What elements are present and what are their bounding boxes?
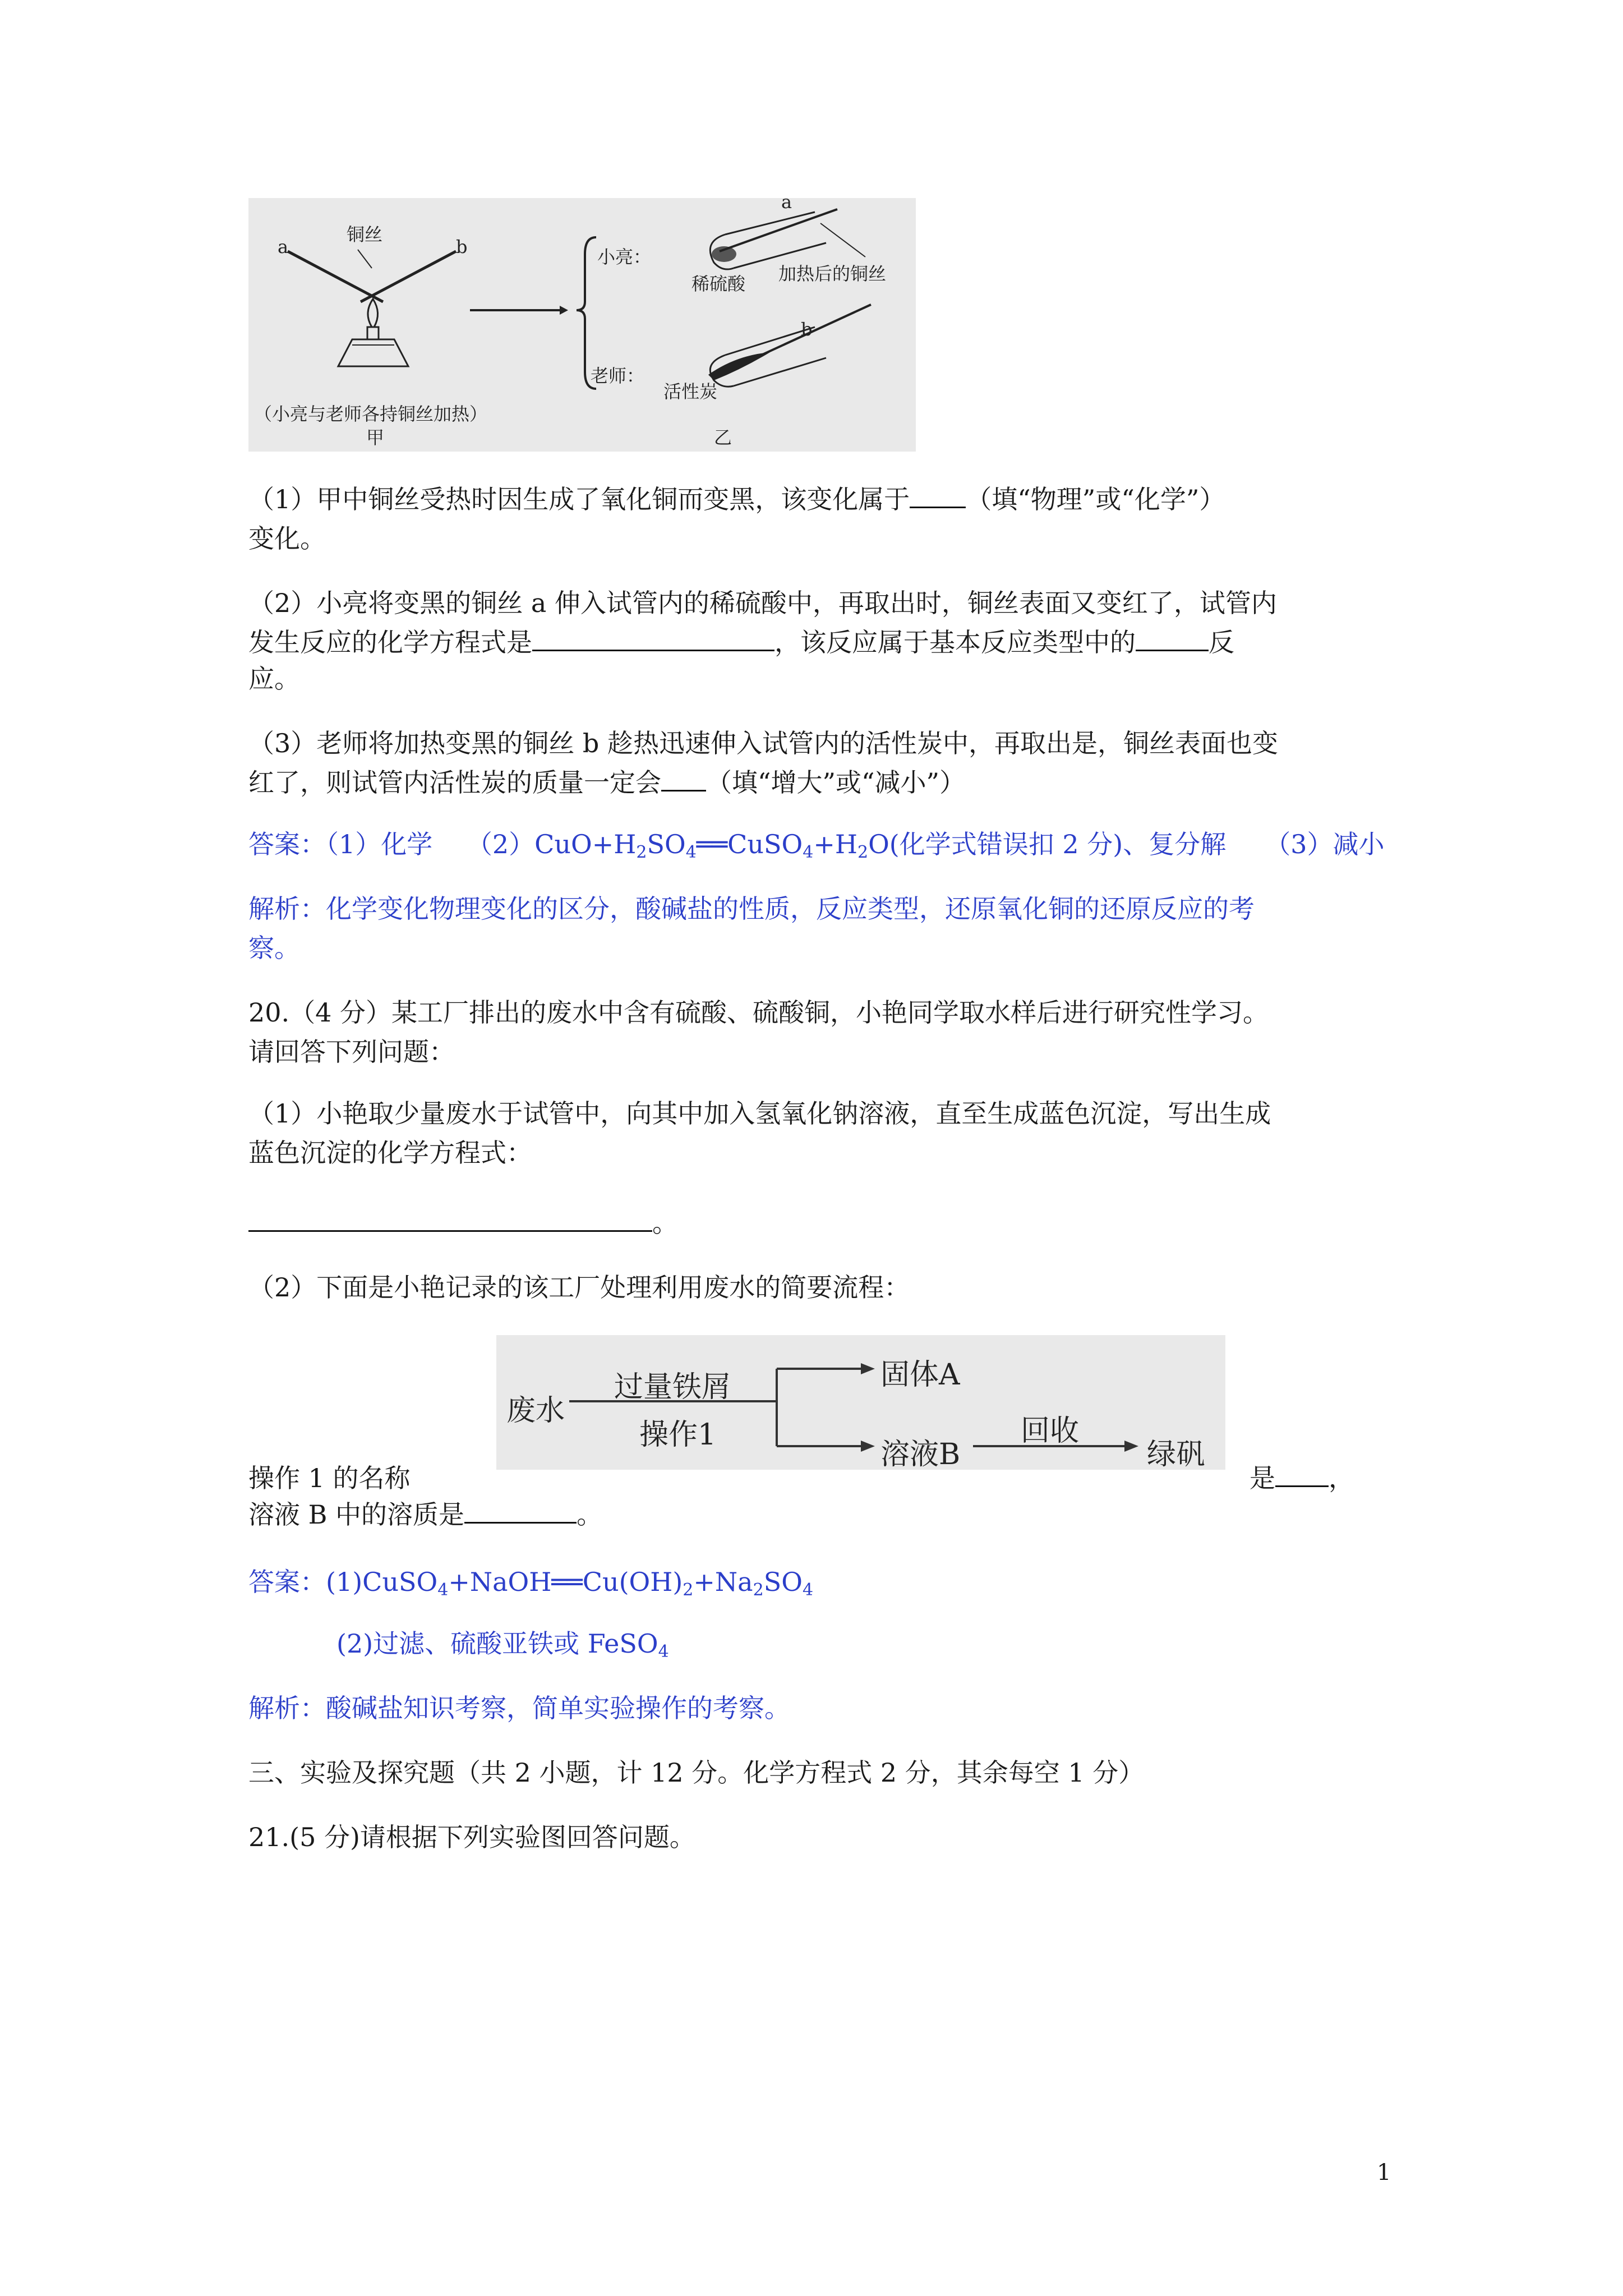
iron-label: 过量铁屑 [614,1370,731,1404]
answer-blank [532,645,774,651]
answer-blank [661,785,706,792]
q19-part1-line2: 变化。 [248,523,326,554]
answer-blank [464,1517,577,1524]
wastewater-flow-figure [496,1335,1225,1470]
label-b: b [456,236,468,257]
q19-part2-line3: 应。 [248,664,300,694]
section-3-heading: 三、实验及探究题（共 2 小题，计 12 分。化学方程式 2 分，其余每空 1 分） [248,1757,1145,1788]
carbon-label: 活性炭 [663,381,718,402]
flow-arrows [496,1335,1225,1470]
q20-part2: （2）下面是小艳记录的该工厂处理利用废水的简要流程： [248,1272,910,1303]
solid-a-label: 固体A [880,1358,960,1392]
recycle-label: 回收 [1021,1414,1080,1448]
answer-blank [248,1226,652,1232]
q19-answer: 答案：（1）化学 $(2)CuO+H_2SO_4══CuSO_4+H_2O$(化学式错误扣 2 分)、复分解 （3）减小 [248,829,1385,862]
panel-jia: 甲 [366,427,385,448]
q19-explanation-line1: 解析：化学变化物理变化的区分，酸碱盐的性质，反应类型，还原氧化铜的还原反应的考 [248,894,1255,924]
solution-b-label: 溶液B [880,1438,961,1471]
q20-explanation: 解析：酸碱盐知识考察，简单实验操作的考察。 [248,1693,790,1723]
q20-solute-line: 溶液 B 中的溶质是 。 [248,1499,603,1530]
q19-part2-line2: 发生反应的化学方程式是 ，该反应属于基本反应类型中的 反 [248,627,1234,657]
waste-water-label: 废水 [506,1394,565,1428]
top-a-label: a [781,191,792,213]
xiaoliang-label: 小亮： [597,246,652,268]
panel-yi: 乙 [714,427,732,448]
teacher-label: 老师： [591,365,645,386]
heated-wire-label: 加热后的铜丝 [778,263,887,284]
caption-note: （小亮与老师各持铜丝加热） [254,403,488,425]
right-b-label: b [801,319,813,340]
q20-stem-line2: 请回答下列问题： [248,1037,455,1067]
page-number: 1 [1377,2160,1391,2185]
q19-part3-line2: 红了，则试管内活性炭的质量一定会 （填“增大”或“减小”） [248,767,966,798]
green-vitriol-label: 绿矾 [1147,1438,1206,1471]
q20-part1-line3: 。 [248,1203,1387,1243]
answer-blank [1275,1481,1329,1487]
q20-part1-line1: （1）小艳取少量废水于试管中，向其中加入氢氧化钠溶液，直至生成蓝色沉淀，写出生成 [248,1098,1271,1129]
q19-explanation-line2: 察。 [248,933,300,963]
q20-part1-line2: 蓝色沉淀的化学方程式： [248,1138,532,1168]
op1-label: 操作1 [639,1418,717,1452]
q20-answer-1: 答案：$(1)CuSO_4+NaOH══Cu(OH)_2+Na_2SO_4$ [248,1567,814,1600]
copper-wire-figure [248,191,916,452]
q20-stem-line1: 20.（4 分）某工厂排出的废水中含有硫酸、硫酸铜，小艳同学取水样后进行研究性学习。 [248,997,1269,1028]
q19-part1-line1: （1）甲中铜丝受热时因生成了氧化铜而变黑，该变化属于 （填“物理”或“化学”） [248,484,1225,514]
q20-answer-2: (2)过滤、硫酸亚铁或 FeSO$_4$ [336,1628,669,1662]
dilute-acid-label: 稀硫酸 [691,273,746,295]
answer-blank [910,502,966,508]
q20-op-name-line: 操作 1 的名称 是 ， [248,1463,1354,1493]
label-a: a [278,236,289,257]
q19-part3-line1: （3）老师将加热变黑的铜丝 b 趁热迅速伸入试管内的活性炭中，再取出是，铜丝表面也变 [248,728,1278,758]
answer-blank [1136,645,1209,651]
q21-stem: 21.(5 分)请根据下列实验图回答问题。 [248,1822,695,1852]
q19-part2-line1: （2）小亮将变黑的铜丝 a 伸入试管内的稀硫酸中，再取出时，铜丝表面又变红了，试管内 [248,588,1277,618]
wire-label: 铜丝 [347,224,383,245]
